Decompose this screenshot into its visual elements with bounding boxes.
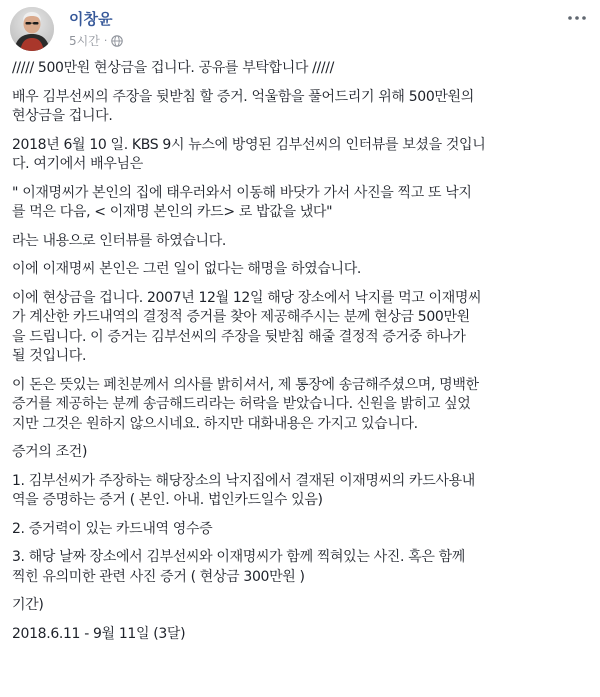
post-body — [12, 59, 590, 653]
post-paragraph: 3. 해당 날짜 장소에서 김부선씨와 이재명씨가 함께 찍혀있는 사진. 혹은 함께 찍힌 유의미한 관련 사진 증거 ( 현상금 300만원 ) — [12, 549, 465, 585]
post-paragraph: 라는 내용으로 인터뷰를 하였습니다. — [12, 232, 227, 249]
post-header — [10, 7, 590, 53]
post-paragraph: 증거의 조건) — [12, 444, 88, 460]
post-paragraph: 이에 이재명씨 본인은 그런 일이 없다는 해명을 하였습니다. — [12, 261, 361, 277]
post-paragraph: 배우 김부선씨의 주장을 뒷받침 할 증거. 억울함을 풀어드리기 위해 500만원의 현상금을 겁니다. — [12, 88, 474, 124]
globe-icon[interactable] — [111, 35, 123, 47]
post-paragraph: 기간) — [12, 597, 44, 613]
post-paragraph: 1. 김부선씨가 주장하는 해당장소의 낙지집에서 결재된 이재명씨의 카드사용내 역을 증명하는 증거 ( 본인. 아내. 법인카드일수 있음) — [12, 472, 475, 508]
post-meta — [69, 32, 123, 49]
post-paragraph: 2. 증거력이 있는 카드내역 영수증 — [12, 520, 213, 537]
post-timestamp[interactable]: 5시간 — [69, 34, 100, 48]
post-paragraph: 이에 현상금을 겁니다. 2007년 12월 12일 해당 장소에서 낙지를 먹고 이재명씨 가 계산한 카드내역의 결정적 증거를 찾아 제공해주시는 분께 현상금 500만원 을 드립니다. 이 증거는 김부선씨의 주장을 뒷받침 해줄 결정적 증거중 하나가 될 것입니다. — [12, 289, 482, 364]
meta-separator: · — [103, 34, 108, 47]
post-paragraph: 이 돈은 뜻있는 페친분께서 의사를 밝히셔서, 제 통장에 송금해주셨으며, 명백한 증거를 제공하는 분께 송금해드리라는 허락을 받았습니다. 신원을 밝히고 싶었 지만 그것은 원하지 않으시네요. 하지만 대화내용은 가지고 있습니다. — [12, 376, 479, 432]
post-paragraph: ///// 500만원 현상금을 겁니다. 공유를 부탁합니다 ///// — [12, 60, 334, 76]
post-paragraph: 2018.6.11 - 9월 11일 (3달) — [12, 625, 186, 642]
avatar-photo — [10, 7, 54, 51]
post-paragraph: " 이재명씨가 본인의 집에 태우러와서 이동해 바닷가 가서 사진을 찍고 또 낙지 를 먹은 다음, < 이재명 본인의 카드> 로 밥값을 냈다" — [12, 184, 472, 220]
post-paragraph: 2018년 6월 10 일. KBS 9시 뉴스에 방영된 김부선씨의 인터뷰를 보셨을 것입니 다. 여기에서 배우님은 — [12, 136, 486, 172]
more-options-icon[interactable] — [566, 11, 588, 25]
author-name[interactable]: 이창윤 — [69, 10, 113, 28]
avatar[interactable] — [10, 7, 54, 51]
